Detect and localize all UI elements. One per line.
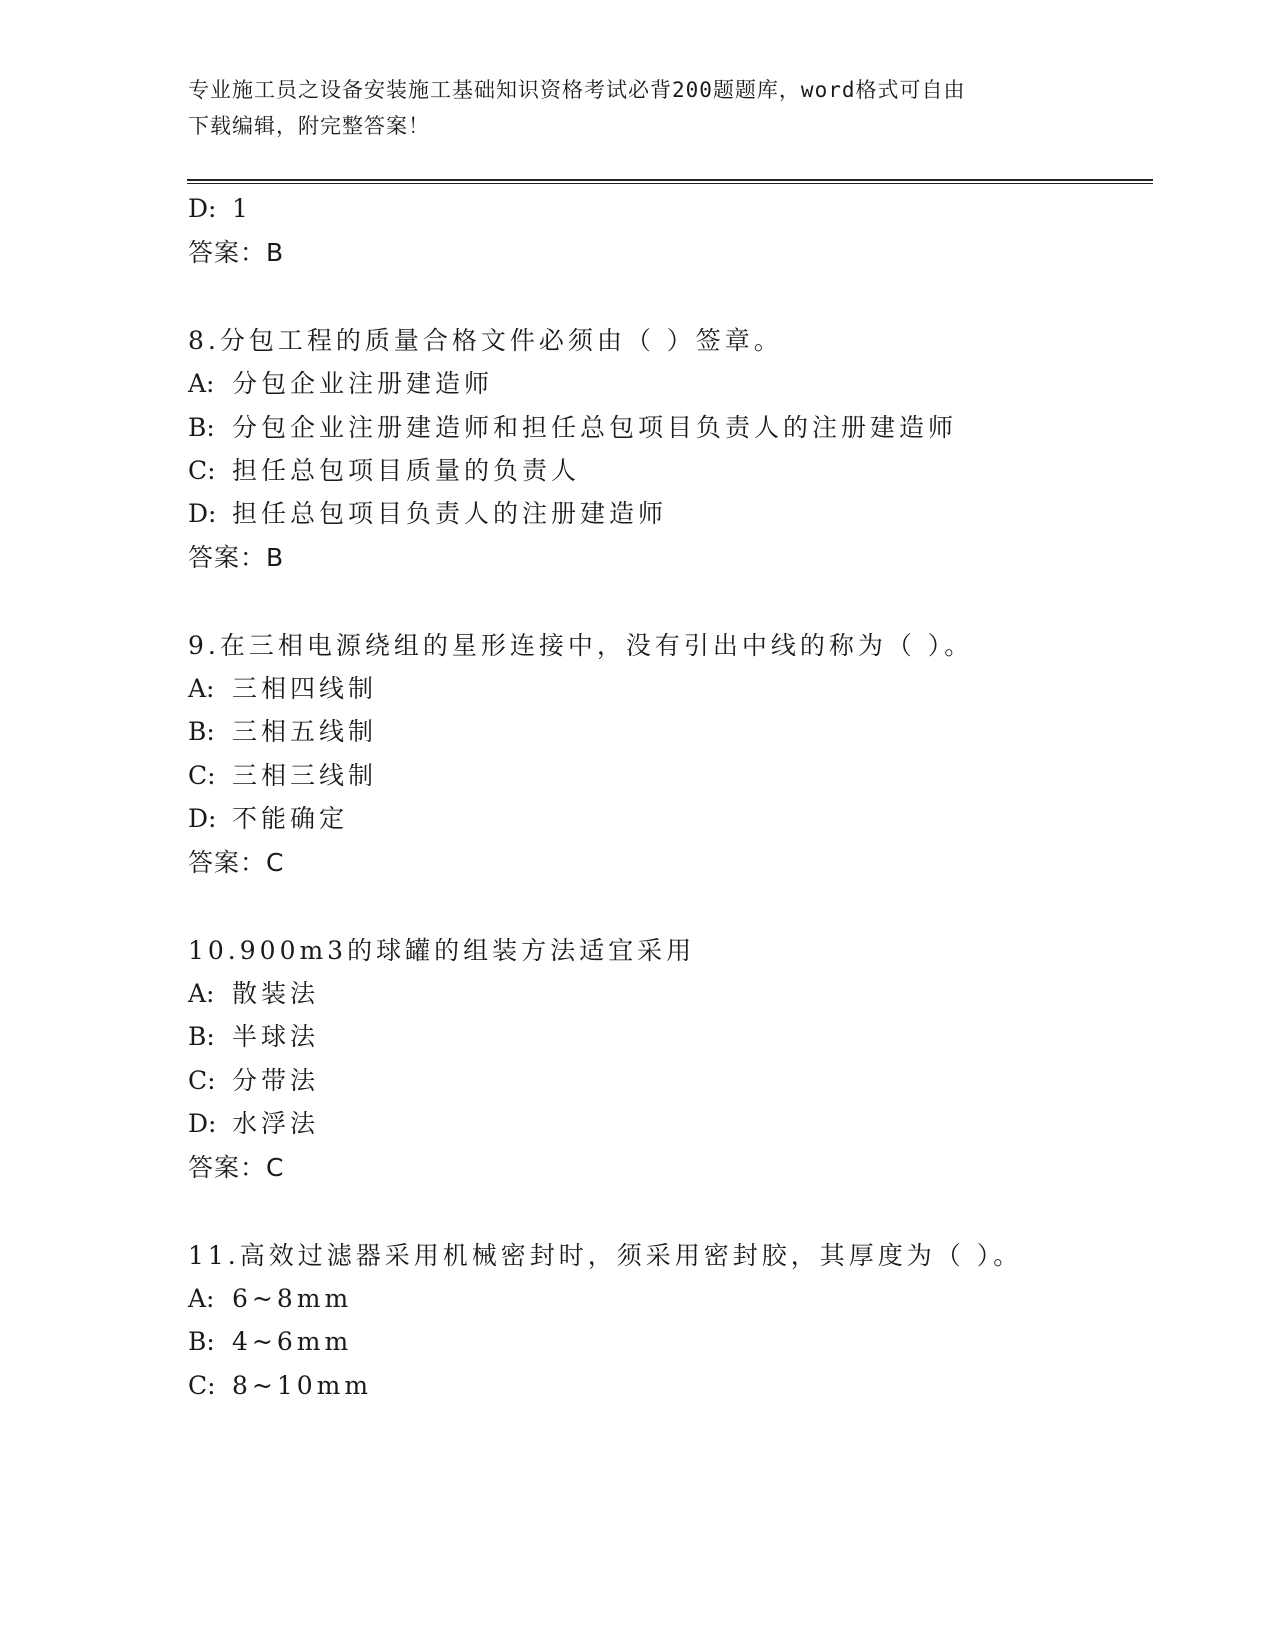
q10-option-b — [188, 1021, 319, 1053]
option-text: 三相四线制 — [232, 674, 378, 703]
option-text: 三相三线制 — [232, 761, 378, 790]
q10-stem: 10.900m3的球罐的组装方法适宜采用 — [188, 936, 696, 965]
option-key: C: — [188, 1371, 216, 1400]
header-line-2: 下载编辑，附完整答案！ — [188, 114, 430, 138]
option-text: 水浮法 — [232, 1109, 320, 1138]
q8-option-a — [188, 368, 493, 400]
q8-option-b — [188, 412, 957, 444]
option-text: 分包企业注册建造师和担任总包项目负责人的注册建造师 — [232, 413, 958, 442]
document-header — [188, 72, 1068, 144]
q9-option-b — [188, 716, 377, 748]
option-text: 散装法 — [232, 979, 320, 1008]
option-text: 半球法 — [232, 1022, 320, 1051]
q9-answer: 答案：C — [188, 848, 285, 877]
option-key: D: — [188, 804, 217, 833]
q11-option-b — [188, 1326, 352, 1358]
q9-stem: 9.在三相电源绕组的星形连接中，没有引出中线的称为（ ）。 — [188, 631, 974, 660]
header-line-1: 专业施工员之设备安装施工基础知识资格考试必背200题题库，word格式可自由 — [188, 78, 966, 102]
q8-stem: 8.分包工程的质量合格文件必须由（ ）签章。 — [188, 326, 783, 355]
option-text: 担任总包项目质量的负责人 — [232, 456, 581, 485]
option-key: A: — [188, 369, 215, 398]
q8-answer: 答案：B — [188, 543, 285, 572]
option-text: 4~6mm — [232, 1327, 353, 1356]
option-key: B: — [188, 1022, 215, 1051]
option-key: C: — [188, 456, 216, 485]
option-text: 6~8mm — [232, 1284, 353, 1313]
option-key: B: — [188, 717, 215, 746]
option-key: A: — [188, 1284, 215, 1313]
q11-option-a — [188, 1283, 352, 1315]
q9-option-d — [188, 803, 348, 835]
q8-option-c — [188, 455, 580, 487]
option-text: 1 — [232, 194, 252, 223]
option-text: 三相五线制 — [232, 717, 378, 746]
option-text: 不能确定 — [232, 804, 349, 833]
q10-option-d — [188, 1108, 319, 1140]
option-key: B: — [188, 413, 215, 442]
option-text: 分带法 — [232, 1066, 320, 1095]
q7-option-d — [188, 193, 252, 225]
option-text: 分包企业注册建造师 — [232, 369, 494, 398]
option-key: D: — [188, 194, 217, 223]
option-text: 担任总包项目负责人的注册建造师 — [232, 499, 668, 528]
option-key: C: — [188, 1066, 216, 1095]
option-key: A: — [188, 674, 215, 703]
option-key: D: — [188, 499, 217, 528]
option-key: C: — [188, 761, 216, 790]
q7-answer: 答案：B — [188, 238, 285, 267]
option-text: 8~10mm — [232, 1371, 373, 1400]
q9-option-a — [188, 673, 377, 705]
option-key: D: — [188, 1109, 217, 1138]
q9-option-c — [188, 760, 377, 792]
header-rule-thin — [187, 183, 1153, 184]
q11-stem: 11.高效过滤器采用机械密封时，须采用密封胶，其厚度为（ ）。 — [188, 1241, 1023, 1270]
option-key: B: — [188, 1327, 215, 1356]
q10-answer: 答案：C — [188, 1153, 285, 1182]
q10-option-a — [188, 978, 319, 1010]
q10-option-c — [188, 1065, 319, 1097]
q11-option-c — [188, 1370, 372, 1402]
q8-option-d — [188, 498, 667, 530]
option-key: A: — [188, 979, 215, 1008]
header-rule-thick — [187, 179, 1153, 181]
